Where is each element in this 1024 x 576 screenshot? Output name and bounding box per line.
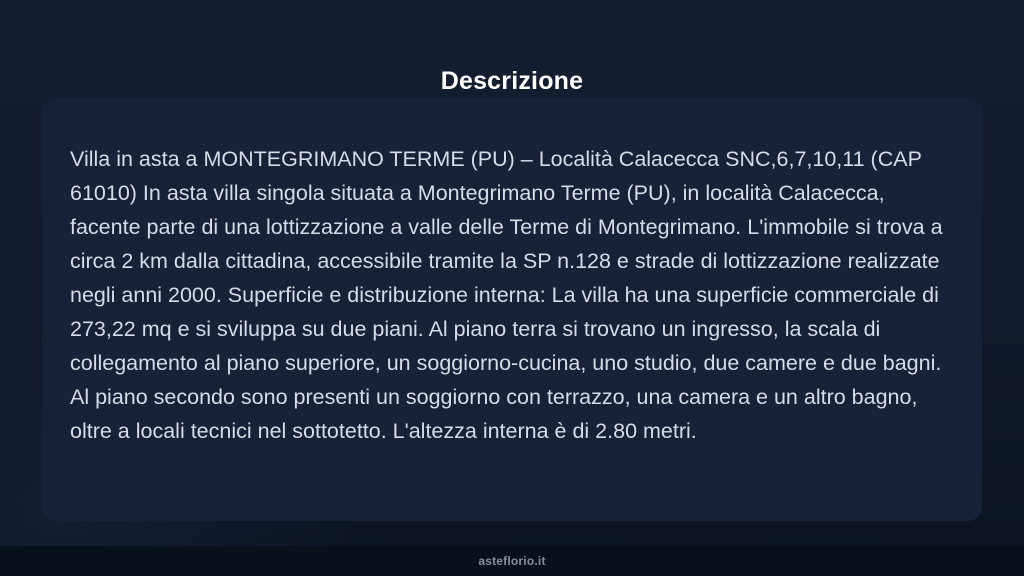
footer-site-label: asteflorio.it [478,554,546,568]
page-title: Descrizione [440,66,584,95]
description-card [42,98,982,521]
description-text: Villa in asta a MONTEGRIMANO TERME (PU) – Località Calacecca SNC,6,7,10,11 (CAP 61010) In asta villa singola situata a Montegrimano Terme (PU), in località Calacecca, facente parte di una lottizzazione a valle delle Terme di Montegrimano. L'immobile si trova a circa 2 km dalla cittadina, accessibile tramite la SP n.128 e strade di lottizzazione realizzate negli anni 2000. Superficie e distribuzione interna: La villa ha una superficie commerciale di 273,22 mq e si sviluppa su due piani. Al piano terra si trovano un ingresso, la scala di collegamento al piano superiore, un soggiorno-cucina, uno studio, due camere e due bagni. Al piano secondo sono presenti un soggiorno con terrazzo, una camera e un altro bagno, oltre a locali tecnici nel sottotetto. L'altezza interna è di 2.80 metri. [70,146,943,443]
footer-bar [0,546,1024,576]
